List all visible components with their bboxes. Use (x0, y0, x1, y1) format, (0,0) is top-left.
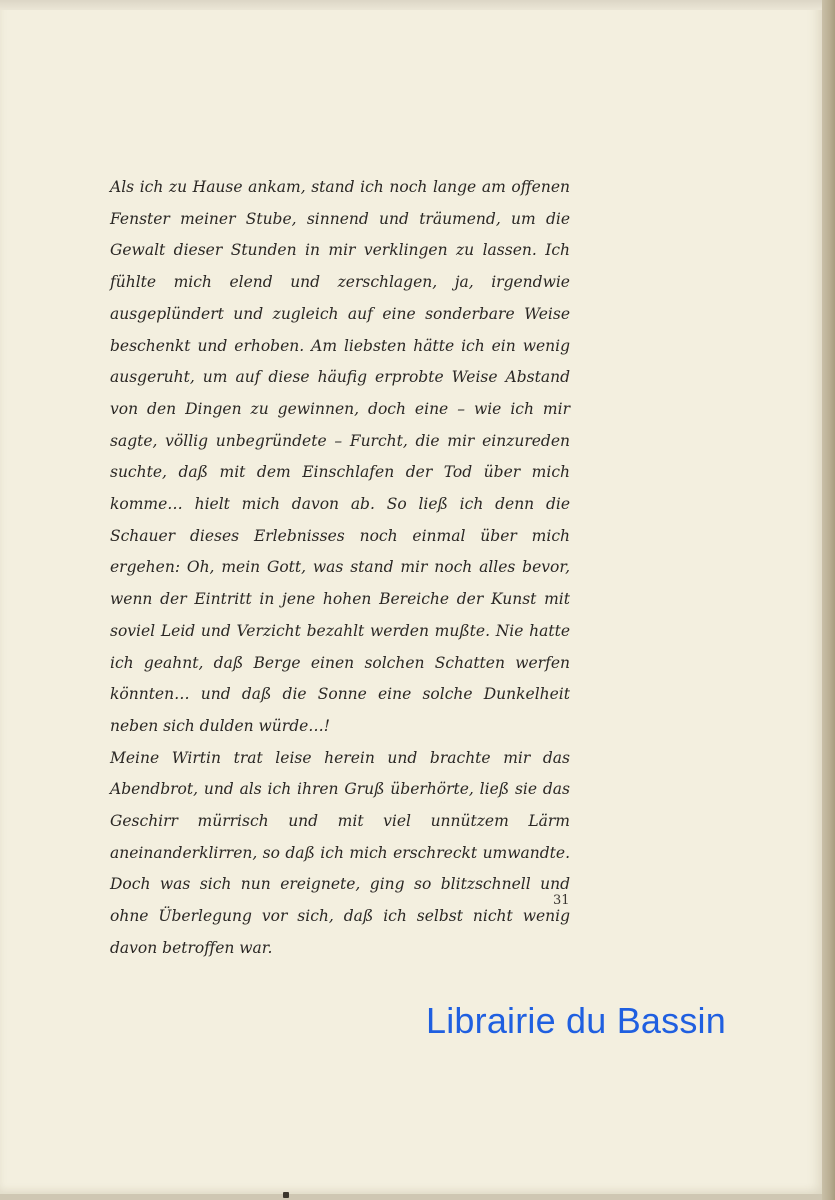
page-top-edge (0, 0, 835, 10)
paragraph-1: Als ich zu Hause ankam, stand ich noch lange am offenen Fenster meiner Stube, sinnend und träumend, um die Gewalt dieser Stunden in mir verklingen zu lassen. Ich fühlte mich elend und zerschlagen, ja, irgendwie ausgeplündert und zugleich auf eine sonderbare Weise beschenkt und erhoben. Am liebsten hätte ich ein wenig ausgeruht, um auf diese häufig erprobte Weise Abstand von den Dingen zu gewinnen, doch eine – wie ich mir sagte, völlig unbegründete – Furcht, die mir einzureden suchte, daß mit dem Einschlafen der Tod über mich komme… hielt mich davon ab. So ließ ich denn die Schauer dieses Erlebnisses noch einmal über mich ergehen: Oh, mein Gott, was stand mir noch alles bevor, wenn der Eintritt in jene hohen Bereiche der Kunst mit soviel Leid und Verzicht bezahlt werden mußte. Nie hatte ich geahnt, daß Berge einen solchen Schatten werfen könnten… und daß die Sonne eine solche Dunkelheit neben sich dulden würde…! (110, 178, 570, 735)
binding-mark (283, 1192, 289, 1198)
page-number: 31 (553, 893, 570, 908)
body-text (110, 172, 570, 965)
paragraph-2: Meine Wirtin trat leise herein und brachte mir das Abendbrot, und als ich ihren Gruß überhörte, ließ sie das Geschirr mürrisch und mit viel unnützem Lärm aneinanderklirren, so daß ich mich erschreckt umwandte. Doch was sich nun ereignete, ging so blitzschnell und ohne Überlegung vor sich, daß ich selbst nicht wenig davon betroffen war. (110, 748, 570, 957)
page-edge (822, 0, 835, 1200)
watermark-text: Librairie du Bassin (426, 1000, 726, 1041)
